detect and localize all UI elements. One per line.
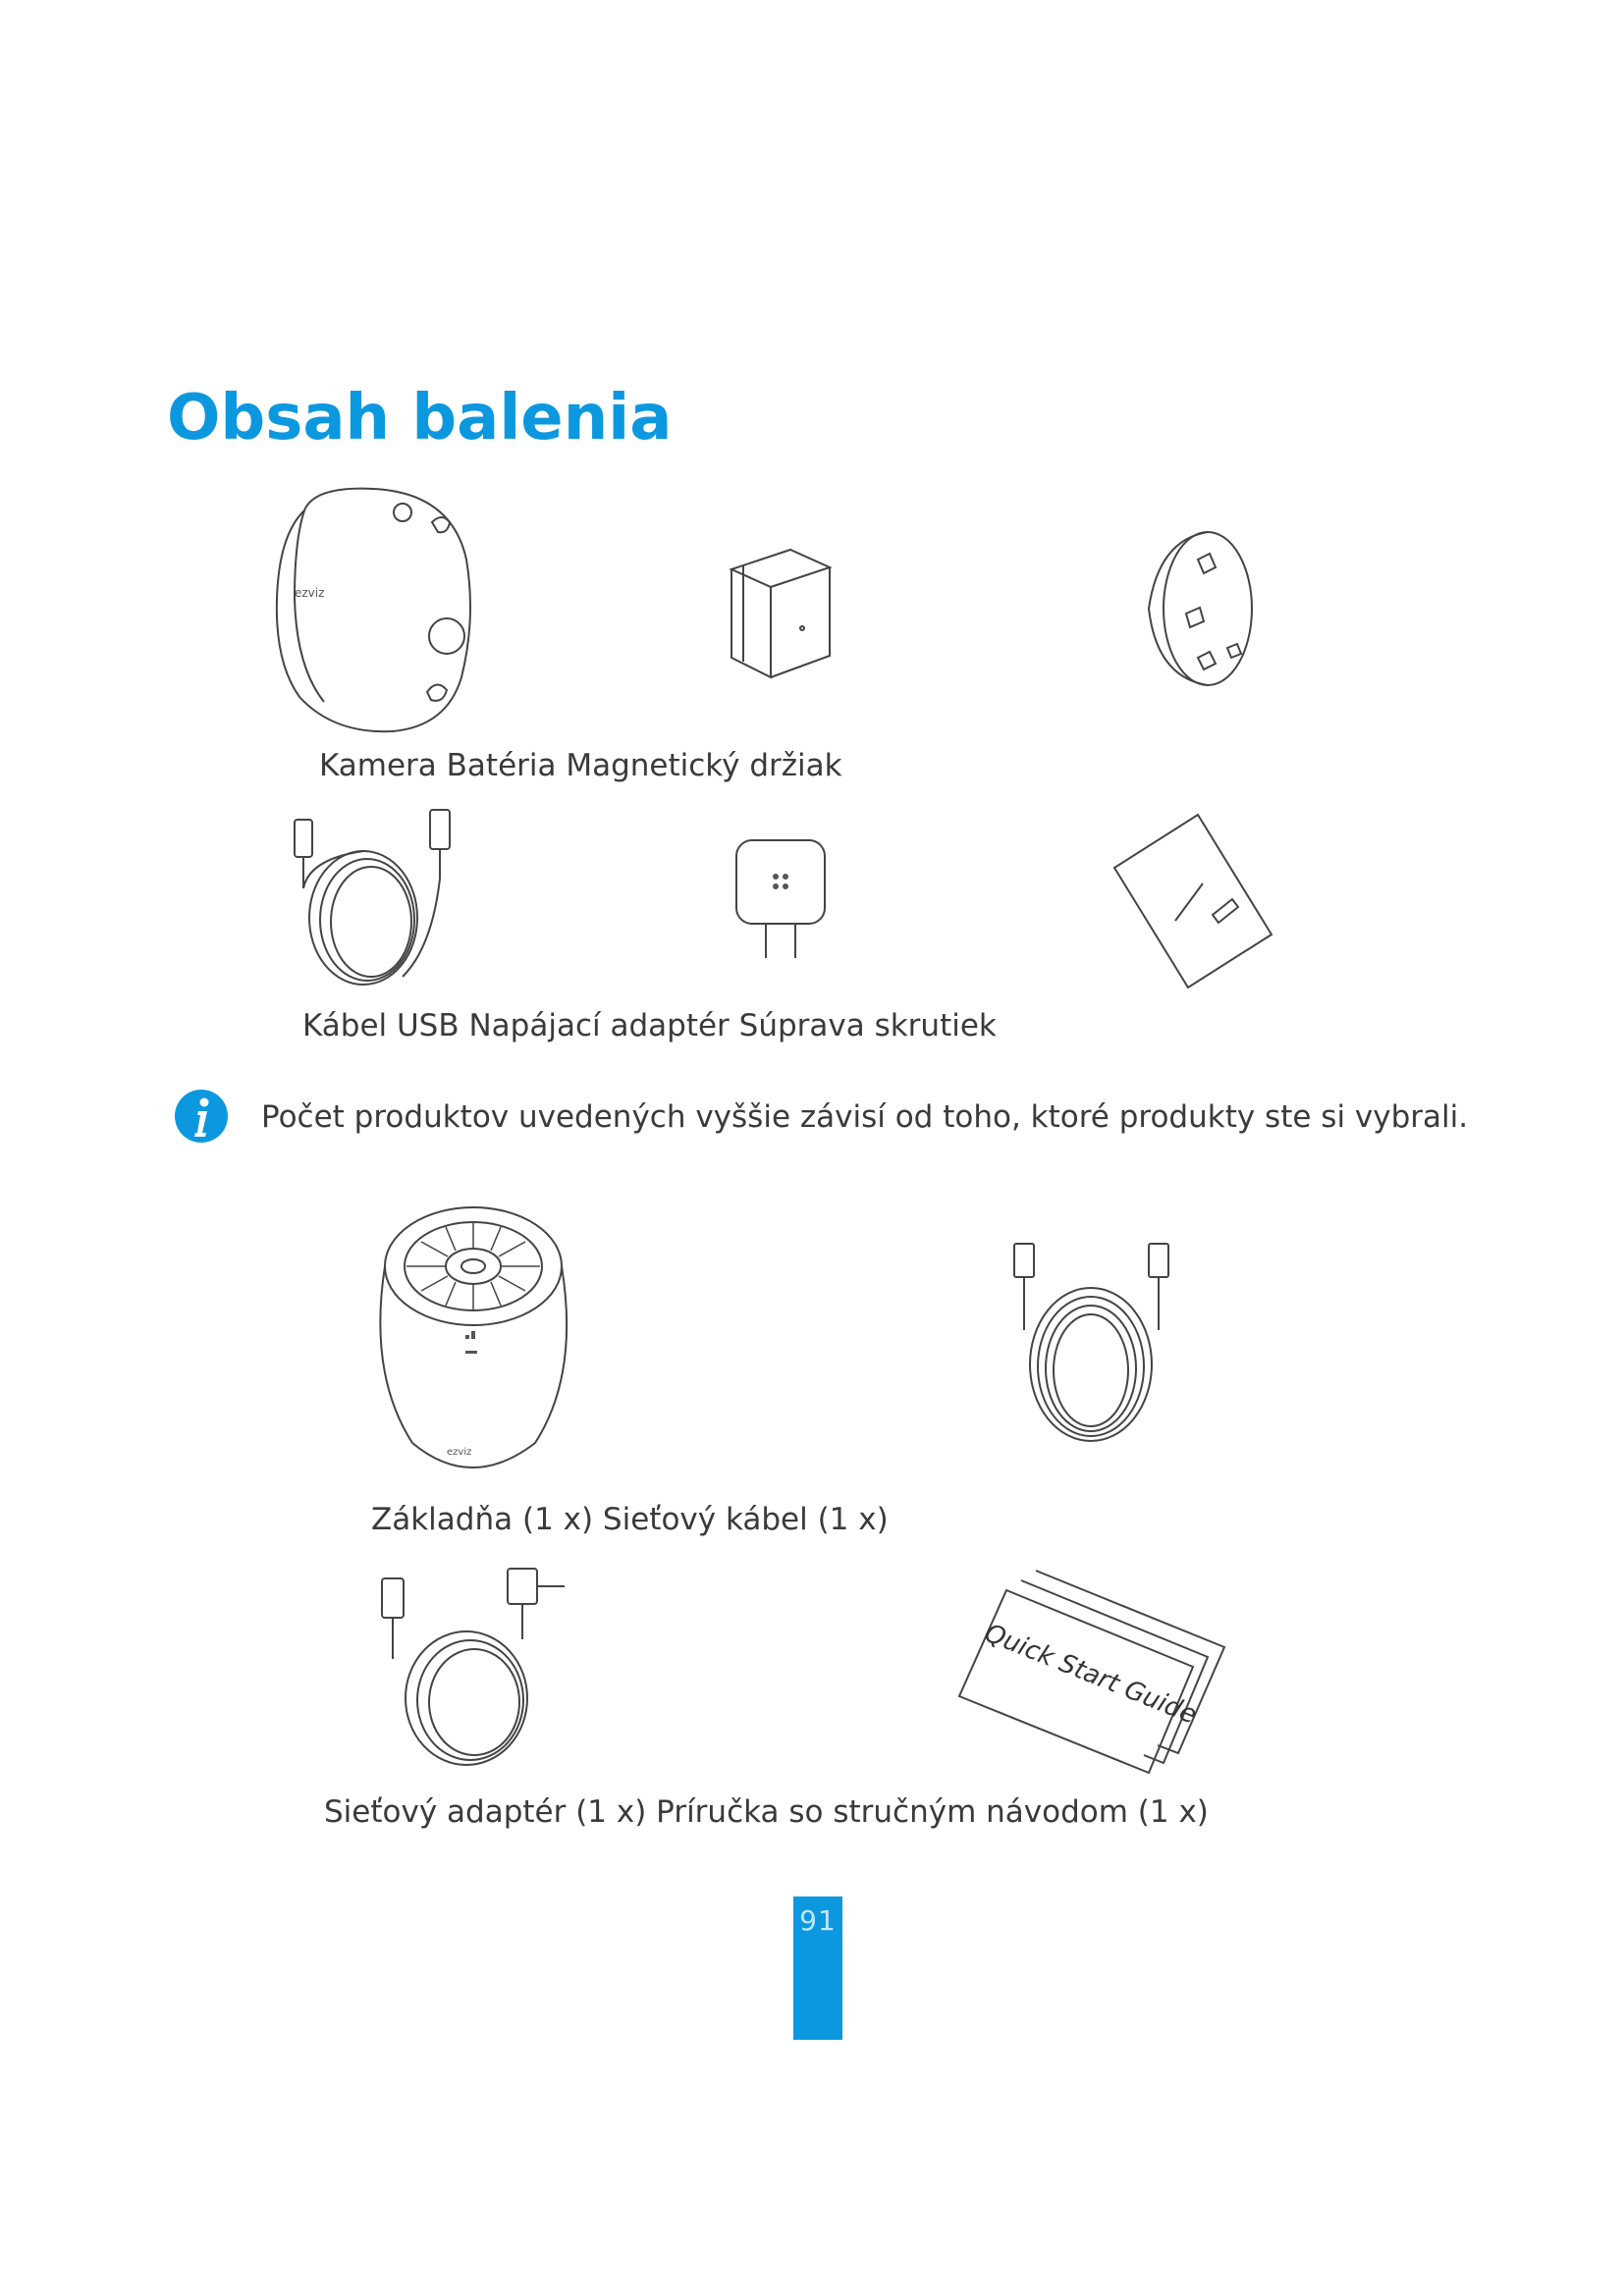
note-text: Počet produktov uvedených vyššie závisí od toho, ktoré produkty ste si vybrali. xyxy=(261,1099,1469,1135)
magnetic-mount-icon xyxy=(1129,520,1267,697)
network-cable-icon xyxy=(1006,1232,1178,1448)
page-number-tab xyxy=(793,1896,842,2040)
network-adapter-icon xyxy=(368,1561,574,1772)
row3-caption: Základňa (1 x) Sieťový kábel (1 x) xyxy=(371,1502,889,1537)
svg-text:ezviz: ezviz xyxy=(295,586,325,600)
power-adapter-icon xyxy=(731,832,830,965)
row2-caption: Kábel USB Napájací adaptér Súprava skrutiek xyxy=(302,1008,997,1043)
quick-start-guide-icon xyxy=(947,1561,1232,1787)
battery-icon xyxy=(722,530,839,687)
svg-text:ezviz: ezviz xyxy=(447,1447,472,1458)
row4-caption: Sieťový adaptér (1 x) Príručka so stručným návodom (1 x) xyxy=(324,1794,1209,1830)
base-station-icon xyxy=(363,1198,584,1482)
row1-caption: Kamera Batéria Magnetický držiak xyxy=(319,748,842,783)
info-icon xyxy=(173,1088,230,1145)
usb-cable-icon xyxy=(285,800,461,991)
page-number: 91 xyxy=(799,1904,837,1937)
camera-icon xyxy=(265,481,481,741)
screw-kit-icon xyxy=(1105,807,1281,993)
page-title: Obsah balenia xyxy=(167,382,673,454)
quick-start-guide-label: Quick Start Guide xyxy=(980,1618,1201,1731)
